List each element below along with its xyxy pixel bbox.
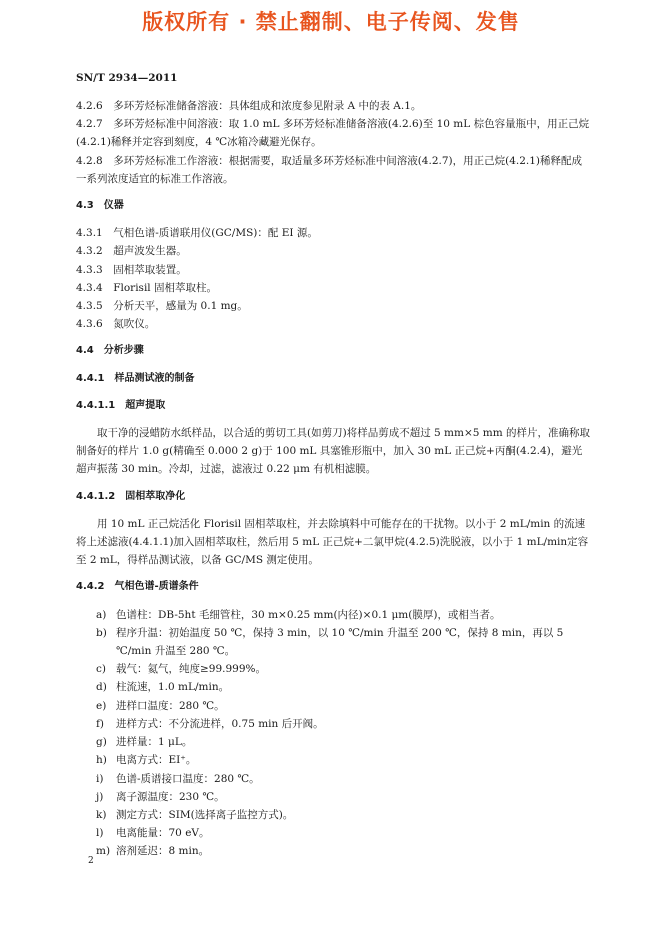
condition-label: i) bbox=[96, 772, 104, 785]
condition-label: l) bbox=[96, 827, 104, 840]
document-body bbox=[76, 97, 591, 861]
heading-4-4-1: 4.4.1 样品测试液的制备 bbox=[76, 372, 195, 384]
condition-item bbox=[76, 842, 591, 860]
condition-text: 色谱柱：DB-5ht 毛细管柱，30 m×0.25 mm(内径)×0.1 μm(膜厚)，或相当者。 bbox=[116, 608, 501, 621]
condition-label: a) bbox=[96, 608, 107, 621]
instrument-item: 4.3.2 超声波发生器。 bbox=[76, 245, 187, 258]
heading-4-3: 4.3 仪器 bbox=[76, 200, 124, 212]
condition-item bbox=[76, 697, 591, 715]
condition-text: 色谱-质谱接口温度：280 ℃。 bbox=[116, 772, 260, 785]
condition-item bbox=[76, 770, 591, 788]
condition-text: 进样量：1 μL。 bbox=[116, 736, 193, 749]
condition-item bbox=[76, 824, 591, 842]
instrument-list bbox=[76, 224, 591, 333]
condition-label: h) bbox=[96, 754, 107, 767]
condition-label: j) bbox=[96, 790, 104, 803]
instrument-item: 4.3.4 Florisil 固相萃取柱。 bbox=[76, 281, 218, 294]
paragraph-4-2-8: 4.2.8 多环芳烃标准工作溶液：根据需要，取适量多环芳烃标准中间溶液(4.2.7)，用正己烷(4.2.1)稀释配成一系列浓度适宜的标准工作溶液。 bbox=[76, 154, 583, 185]
condition-item bbox=[76, 751, 591, 769]
instrument-item: 4.3.6 氮吹仪。 bbox=[76, 318, 156, 331]
condition-text: 进样方式：不分流进样，0.75 min 后开阀。 bbox=[116, 717, 324, 730]
condition-text: 电离方式：EI⁺。 bbox=[116, 754, 197, 767]
condition-text: 进样口温度：280 ℃。 bbox=[116, 699, 225, 712]
paragraph-4-4-1-1: 取干净的浸蜡防水纸样品，以合适的剪切工具(如剪刀)将样品剪成不超过 5 mm×5 mm 的样片，准确称取制备好的样片 1.0 g(精确至 0.000 2 g)于 100 mL 具塞锥形瓶中，加入 30 mL 正己烷+丙酮(4.2.4)，避光超声振荡 30 min。冷却，过滤，滤液过 0.22 μm 有机相滤膜。 bbox=[76, 427, 591, 476]
condition-item bbox=[76, 715, 591, 733]
heading-4-4-1-2: 4.4.1.2 固相萃取净化 bbox=[76, 490, 186, 502]
condition-item bbox=[76, 678, 591, 696]
condition-label: c) bbox=[96, 663, 106, 676]
paragraph-4-4-1-2: 用 10 mL 正己烷活化 Florisil 固相萃取柱，并去除填料中可能存在的干扰物。以小于 2 mL/min 的流速将上述滤液(4.4.1.1)加入固相萃取柱，然后用 5 mL 正己烷+二氯甲烷(4.2.5)洗脱液，以小于 1 mL/min定容至 2 mL，得样品测试液，以备 GC/MS 测定使用。 bbox=[76, 517, 589, 567]
paragraph-4-2-6: 4.2.6 多环芳烃标准储备溶液：具体组成和浓度参见附录 A 中的表 A.1。 bbox=[76, 100, 422, 112]
gc-ms-conditions-list bbox=[76, 606, 591, 861]
condition-label: d) bbox=[96, 681, 107, 694]
instrument-item: 4.3.3 固相萃取装置。 bbox=[76, 263, 187, 276]
condition-label: f) bbox=[96, 717, 104, 730]
condition-text: 离子源温度：230 ℃。 bbox=[116, 790, 225, 803]
instrument-item: 4.3.1 气相色谱-质谱联用仪(GC/MS)：配 EI 源。 bbox=[76, 227, 318, 240]
condition-text: 溶剂延迟：8 min。 bbox=[116, 845, 210, 858]
condition-text: 电离能量：70 eV。 bbox=[116, 827, 210, 840]
condition-label: g) bbox=[96, 736, 107, 749]
condition-text: 程序升温：初始温度 50 ℃，保持 3 min，以 10 ℃/min 升温至 200 ℃，保持 8 min，再以 5 ℃/min 升温至 280 ℃。 bbox=[116, 626, 564, 658]
condition-item bbox=[76, 660, 591, 678]
condition-item bbox=[76, 806, 591, 824]
condition-text: 测定方式：SIM(选择离子监控方式)。 bbox=[116, 808, 294, 821]
heading-4-4: 4.4 分析步骤 bbox=[76, 345, 144, 357]
instrument-item: 4.3.5 分析天平，感量为 0.1 mg。 bbox=[76, 300, 248, 313]
condition-item bbox=[76, 788, 591, 806]
condition-item bbox=[76, 606, 591, 624]
watermark-banner: 版权所有 · 禁止翻制、电子传阅、发售 bbox=[142, 10, 520, 34]
condition-label: b) bbox=[96, 626, 107, 639]
condition-text: 柱流速，1.0 mL/min。 bbox=[116, 681, 230, 694]
condition-label: e) bbox=[96, 699, 107, 712]
condition-text: 载气：氦气，纯度≥99.999%。 bbox=[116, 663, 267, 676]
condition-label: k) bbox=[96, 808, 107, 821]
document-number: SN/T 2934—2011 bbox=[76, 72, 178, 84]
condition-item bbox=[76, 624, 591, 660]
page-number: 2 bbox=[88, 856, 94, 866]
paragraph-4-2-7: 4.2.7 多环芳烃标准中间溶液：取 1.0 mL 多环芳烃标准储备溶液(4.2.6)至 10 mL 棕色容量瓶中，用正己烷(4.2.1)稀释并定容到刻度，4 ℃冰箱冷藏避光保存。 bbox=[76, 118, 590, 149]
condition-label: m) bbox=[96, 845, 111, 858]
heading-4-4-1-1: 4.4.1.1 超声提取 bbox=[76, 399, 166, 411]
heading-4-4-2: 4.4.2 气相色谱-质谱条件 bbox=[76, 581, 199, 593]
condition-item bbox=[76, 733, 591, 751]
